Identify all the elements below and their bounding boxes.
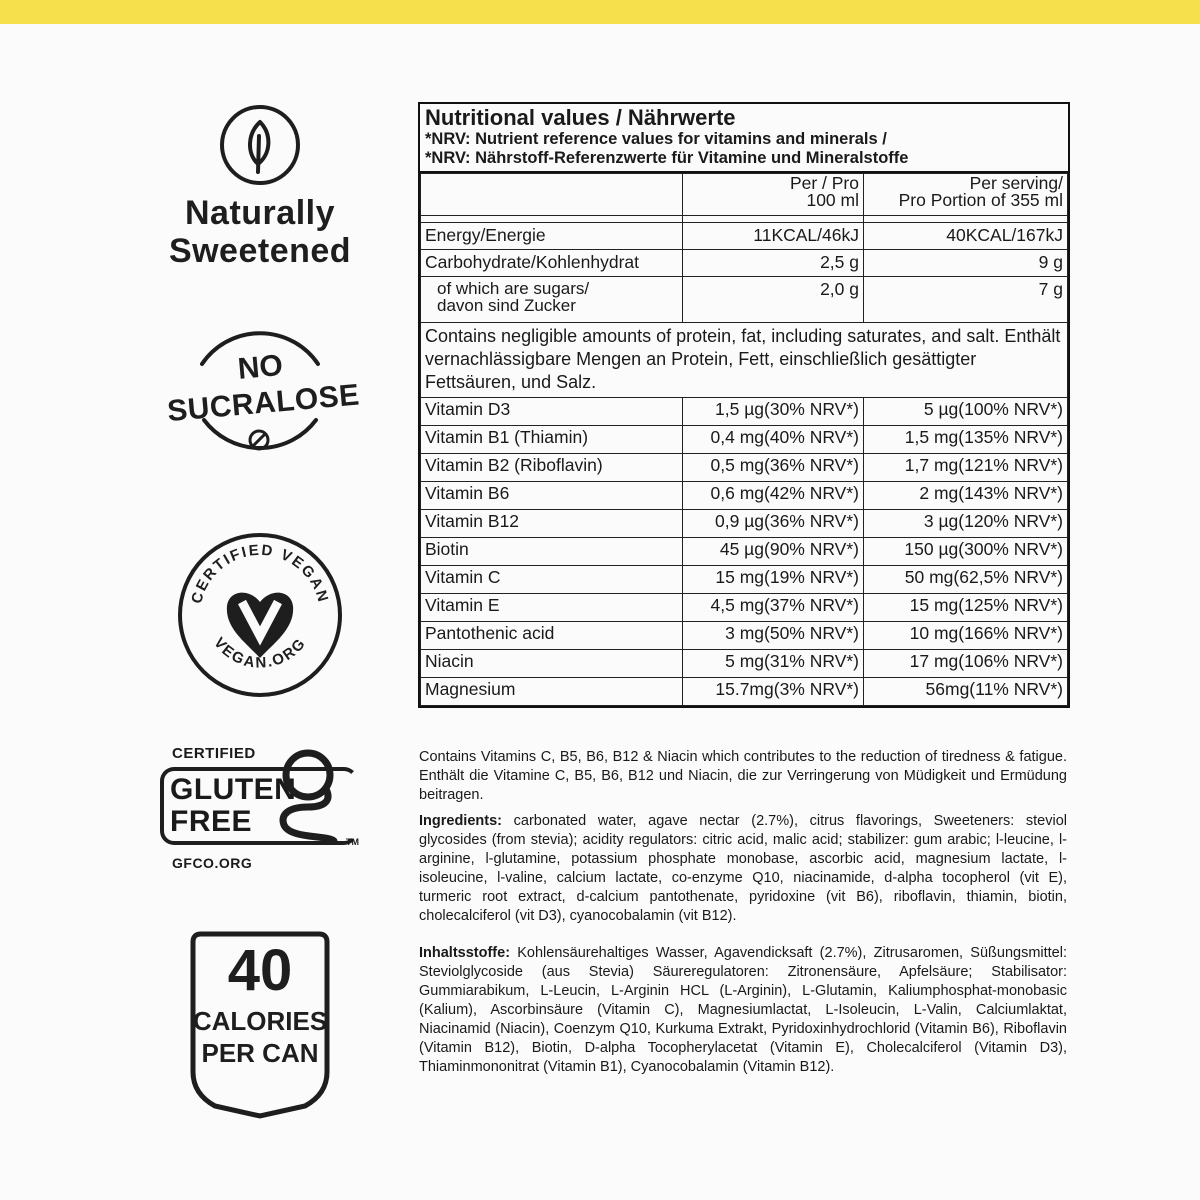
header-per-serving <box>864 174 1068 216</box>
top-accent-bar <box>0 0 1200 24</box>
row-per100: 11KCAL/46kJ <box>683 223 864 250</box>
row-serving: 40KCAL/167kJ <box>864 223 1068 250</box>
row-per100: 3 mg(50% NRV*) <box>683 622 864 650</box>
per-can-label: PER CAN <box>201 1038 319 1068</box>
nutrition-title: Nutritional values / Nährwerte <box>425 105 736 130</box>
sugars-label-de: davon sind Zucker <box>437 296 576 315</box>
vitamin-row <box>421 678 1068 706</box>
ingredients-text: carbonated water, agave nectar (2.7%), citrus flavorings, Sweeteners: steviol glycosides (from stevia); acidity regulators: citric acid, malic acid; stabilizer: gum arabic; l-leucine, l-arginine, l-glutamine, potassium phosphate monobase, ascorbic acid, magnesium lactate, l-isoleucine, l-valine, calcium lactate, co-enzyme Q10, niacinamide, d-alpha tocopherol (vit E), turmeric root extract, d-calcium pantothenate, pyridoxine (vit B6), riboflavin, thiamin, biotin, cholecalciferol (vit D3), cyanocobalamin (vit B12). <box>419 813 1067 924</box>
serving-line1: Per serving/ <box>969 173 1063 193</box>
negligible-note-row <box>421 323 1068 398</box>
row-label: Pantothenic acid <box>421 622 683 650</box>
row-serving: 7 g <box>864 277 1068 323</box>
row-per100: 0,9 µg(36% NRV*) <box>683 510 864 538</box>
gluten-free-badge <box>140 745 380 875</box>
negligible-note: Contains negligible amounts of protein, fat, including saturates, and salt. Enthält vernachlässigbare Mengen an Protein, Fett, einschließlich gesättigter Fettsäuren, und Salz. <box>421 323 1068 398</box>
serving-line2: Pro Portion of 355 ml <box>898 190 1063 210</box>
row-serving: 5 µg(100% NRV*) <box>864 398 1068 426</box>
row-label: Niacin <box>421 650 683 678</box>
row-serving: 50 mg(62,5% NRV*) <box>864 566 1068 594</box>
gfco-g-icon <box>268 749 348 849</box>
vegan-org-arc: VEGAN.ORG <box>210 634 310 672</box>
vitamin-rows <box>421 398 1068 706</box>
row-label: Vitamin B1 (Thiamin) <box>421 426 683 454</box>
row-per100: 15.7mg(3% NRV*) <box>683 678 864 706</box>
row-label: Vitamin E <box>421 594 683 622</box>
vitamin-row <box>421 482 1068 510</box>
row-label: Biotin <box>421 538 683 566</box>
vitamin-row <box>421 510 1068 538</box>
table-row-sugars <box>421 277 1068 323</box>
sugars-label-en: of which are sugars/ <box>437 279 590 298</box>
row-serving: 15 mg(125% NRV*) <box>864 594 1068 622</box>
vitamin-row <box>421 538 1068 566</box>
vegan-heart-icon <box>175 530 345 700</box>
row-per100: 0,5 mg(36% NRV*) <box>683 454 864 482</box>
per100-line1: Per / Pro <box>789 173 859 193</box>
row-serving: 56mg(11% NRV*) <box>864 678 1068 706</box>
per100-line2: 100 ml <box>806 190 859 210</box>
certified-vegan-badge <box>140 530 380 700</box>
naturally-sweetened-badge <box>140 102 380 270</box>
row-serving: 3 µg(120% NRV*) <box>864 510 1068 538</box>
row-per100: 45 µg(90% NRV*) <box>683 538 864 566</box>
ingredients-en <box>419 812 1067 926</box>
row-serving: 1,5 mg(135% NRV*) <box>864 426 1068 454</box>
sugars-label <box>421 277 683 323</box>
nrv-note-de: *NRV: Nährstoff-Referenzwerte für Vitamine und Mineralstoffe <box>425 149 909 167</box>
row-serving: 17 mg(106% NRV*) <box>864 650 1068 678</box>
calories-badge <box>140 922 380 1122</box>
free-label: FREE <box>170 805 253 838</box>
ingredients-de <box>419 944 1067 1077</box>
row-serving: 150 µg(300% NRV*) <box>864 538 1068 566</box>
vitamin-row <box>421 594 1068 622</box>
no-label: NO <box>236 349 285 386</box>
vitamin-row <box>421 426 1068 454</box>
leaf-icon <box>217 102 303 188</box>
nutrition-header <box>420 104 1068 173</box>
row-per100: 15 mg(19% NRV*) <box>683 566 864 594</box>
sucralose-label: SUCRALOSE <box>165 378 361 429</box>
row-label: Energy/Energie <box>421 223 683 250</box>
row-label: Vitamin B2 (Riboflavin) <box>421 454 683 482</box>
row-label: Vitamin B12 <box>421 510 683 538</box>
naturally-label: Naturally <box>185 194 335 232</box>
nutrition-facts-panel <box>418 102 1070 708</box>
no-sucralose-seal <box>140 312 380 462</box>
sweetened-label: Sweetened <box>168 232 352 270</box>
gfco-org-label: GFCO.ORG <box>172 855 253 871</box>
calories-label: CALORIES <box>192 1006 328 1036</box>
health-claims: Contains Vitamins C, B5, B6, B12 & Niacin which contributes to the reduction of tiredness & fatigue. Enthält die Vitamine C, B5, B6, B12 und Niacin, die zur Verringerung von Müdigkeit und Ermüdung beitragen. <box>419 749 1067 803</box>
vitamin-row <box>421 398 1068 426</box>
table-spacer-row <box>421 216 1068 223</box>
inhaltsstoffe-label: Inhaltsstoffe: <box>419 945 511 961</box>
nrv-note-en: *NRV: Nutrient reference values for vitamins and minerals / <box>425 130 887 148</box>
table-row <box>421 250 1068 277</box>
gluten-label: GLUTEN <box>170 773 297 806</box>
table-row <box>421 223 1068 250</box>
row-label: Vitamin B6 <box>421 482 683 510</box>
row-per100: 2,5 g <box>683 250 864 277</box>
header-per100 <box>683 174 864 216</box>
no-sucralose-badge <box>140 312 380 462</box>
calories-can-icon <box>175 922 345 1122</box>
vitamin-row <box>421 454 1068 482</box>
header-empty-cell <box>421 174 683 216</box>
vitamin-row <box>421 622 1068 650</box>
row-serving: 9 g <box>864 250 1068 277</box>
gf-certified-label: CERTIFIED <box>172 745 256 762</box>
row-serving: 1,7 mg(121% NRV*) <box>864 454 1068 482</box>
row-per100: 4,5 mg(37% NRV*) <box>683 594 864 622</box>
row-per100: 0,4 mg(40% NRV*) <box>683 426 864 454</box>
row-per100: 5 mg(31% NRV*) <box>683 650 864 678</box>
row-label: Vitamin D3 <box>421 398 683 426</box>
row-label: Carbohydrate/Kohlenhydrat <box>421 250 683 277</box>
table-header-row <box>421 174 1068 216</box>
calories-number: 40 <box>227 938 293 1003</box>
row-per100: 2,0 g <box>683 277 864 323</box>
vitamin-row <box>421 566 1068 594</box>
inhaltsstoffe-text: Kohlensäurehaltiges Wasser, Agavendicksaft (2.7%), Zitrusaromen, Süßungsmittel: Steviolglycoside (aus Stevia) Säureregulatoren: Zitronensäure, Apfelsäure; Stabilisator: Gummiarabikum, L-Leucin, L-Arginin HCL (L-Arginin), L-Glutamin, Kaliumphosphat-monobasic (Kalium), Ascorbinsäure (Vitamin C), Magnesiumlactat, L-Isoleucin, L-Valin, Calciumlaktat, Niacinamid (Niacin), Coenzym Q10, Kurkuma Extrakt, Pyridoxinhydrochlorid (Vitamin B6), Riboflavin (Vitamin B12), Biotin, D-alpha Tocopherylacetat (Vitamin E), Cholecalciferol (Vitamin D3), Thiaminmononitrat (Vitamin B1), Cyanocobalamin (Vitamin B12). <box>419 945 1067 1075</box>
row-per100: 0,6 mg(42% NRV*) <box>683 482 864 510</box>
ingredients-label: Ingredients: <box>419 813 502 829</box>
row-label: Magnesium <box>421 678 683 706</box>
certified-vegan-arc: CERTIFIED VEGAN <box>188 541 332 606</box>
row-per100: 1,5 µg(30% NRV*) <box>683 398 864 426</box>
nutrition-table <box>420 173 1068 706</box>
row-label: Vitamin C <box>421 566 683 594</box>
gf-tm-mark: TM <box>346 837 359 847</box>
vitamin-row <box>421 650 1068 678</box>
row-serving: 10 mg(166% NRV*) <box>864 622 1068 650</box>
row-serving: 2 mg(143% NRV*) <box>864 482 1068 510</box>
